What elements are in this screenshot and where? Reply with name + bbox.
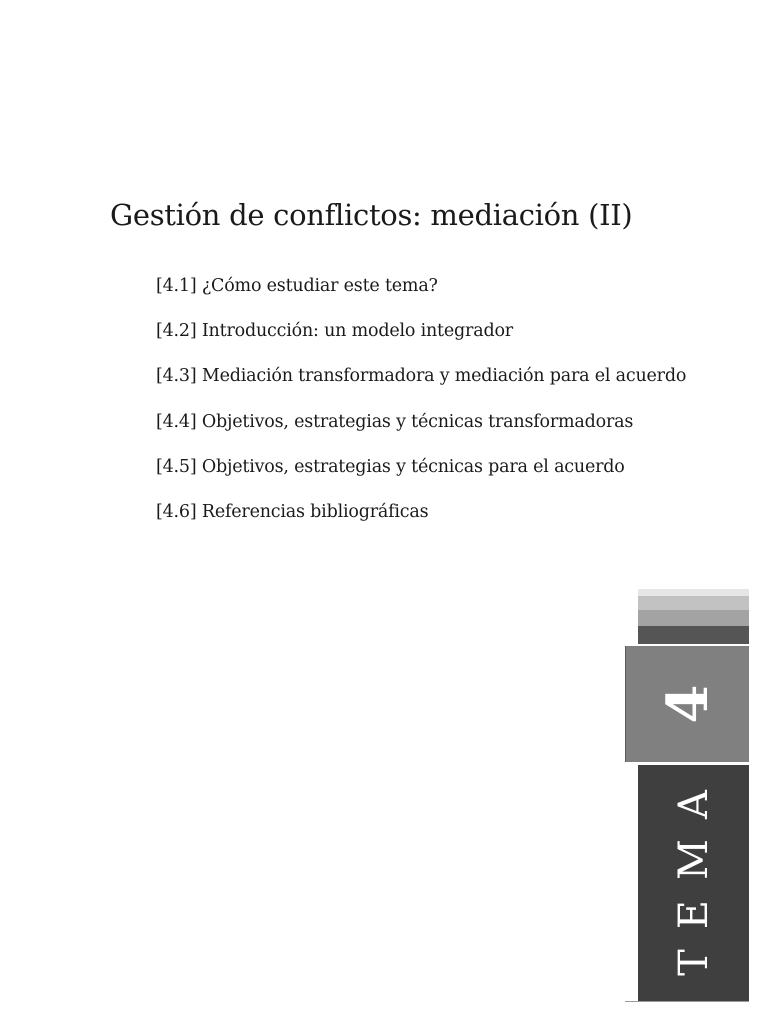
table-of-contents xyxy=(156,273,686,544)
tab-divider xyxy=(625,644,749,645)
tab-decoration-strip xyxy=(638,610,749,626)
toc-item-4-4: [4.4] Objetivos, estrategias y técnicas transformadoras xyxy=(156,411,634,432)
chapter-number: 4 xyxy=(654,684,721,724)
page-title: Gestión de conflictos: mediación (II) xyxy=(110,198,633,232)
tab-decoration-strip xyxy=(638,589,749,596)
toc-item-4-2: [4.2] Introducción: un modelo integrador xyxy=(156,321,513,342)
toc-item-4-3: [4.3] Mediación transformadora y mediación para el acuerdo xyxy=(156,366,687,387)
tab-base-line xyxy=(625,1001,749,1002)
chapter-label-box xyxy=(638,765,749,1001)
chapter-number-box xyxy=(625,646,749,762)
tab-decoration-strip xyxy=(638,626,749,644)
chapter-label: TEMA xyxy=(670,770,717,976)
toc-item-4-6: [4.6] Referencias bibliográficas xyxy=(156,501,429,522)
toc-item-4-5: [4.5] Objetivos, estrategias y técnicas para el acuerdo xyxy=(156,456,625,477)
tab-decoration-strip xyxy=(638,596,749,610)
toc-item-4-1: [4.1] ¿Cómo estudiar este tema? xyxy=(156,276,438,296)
